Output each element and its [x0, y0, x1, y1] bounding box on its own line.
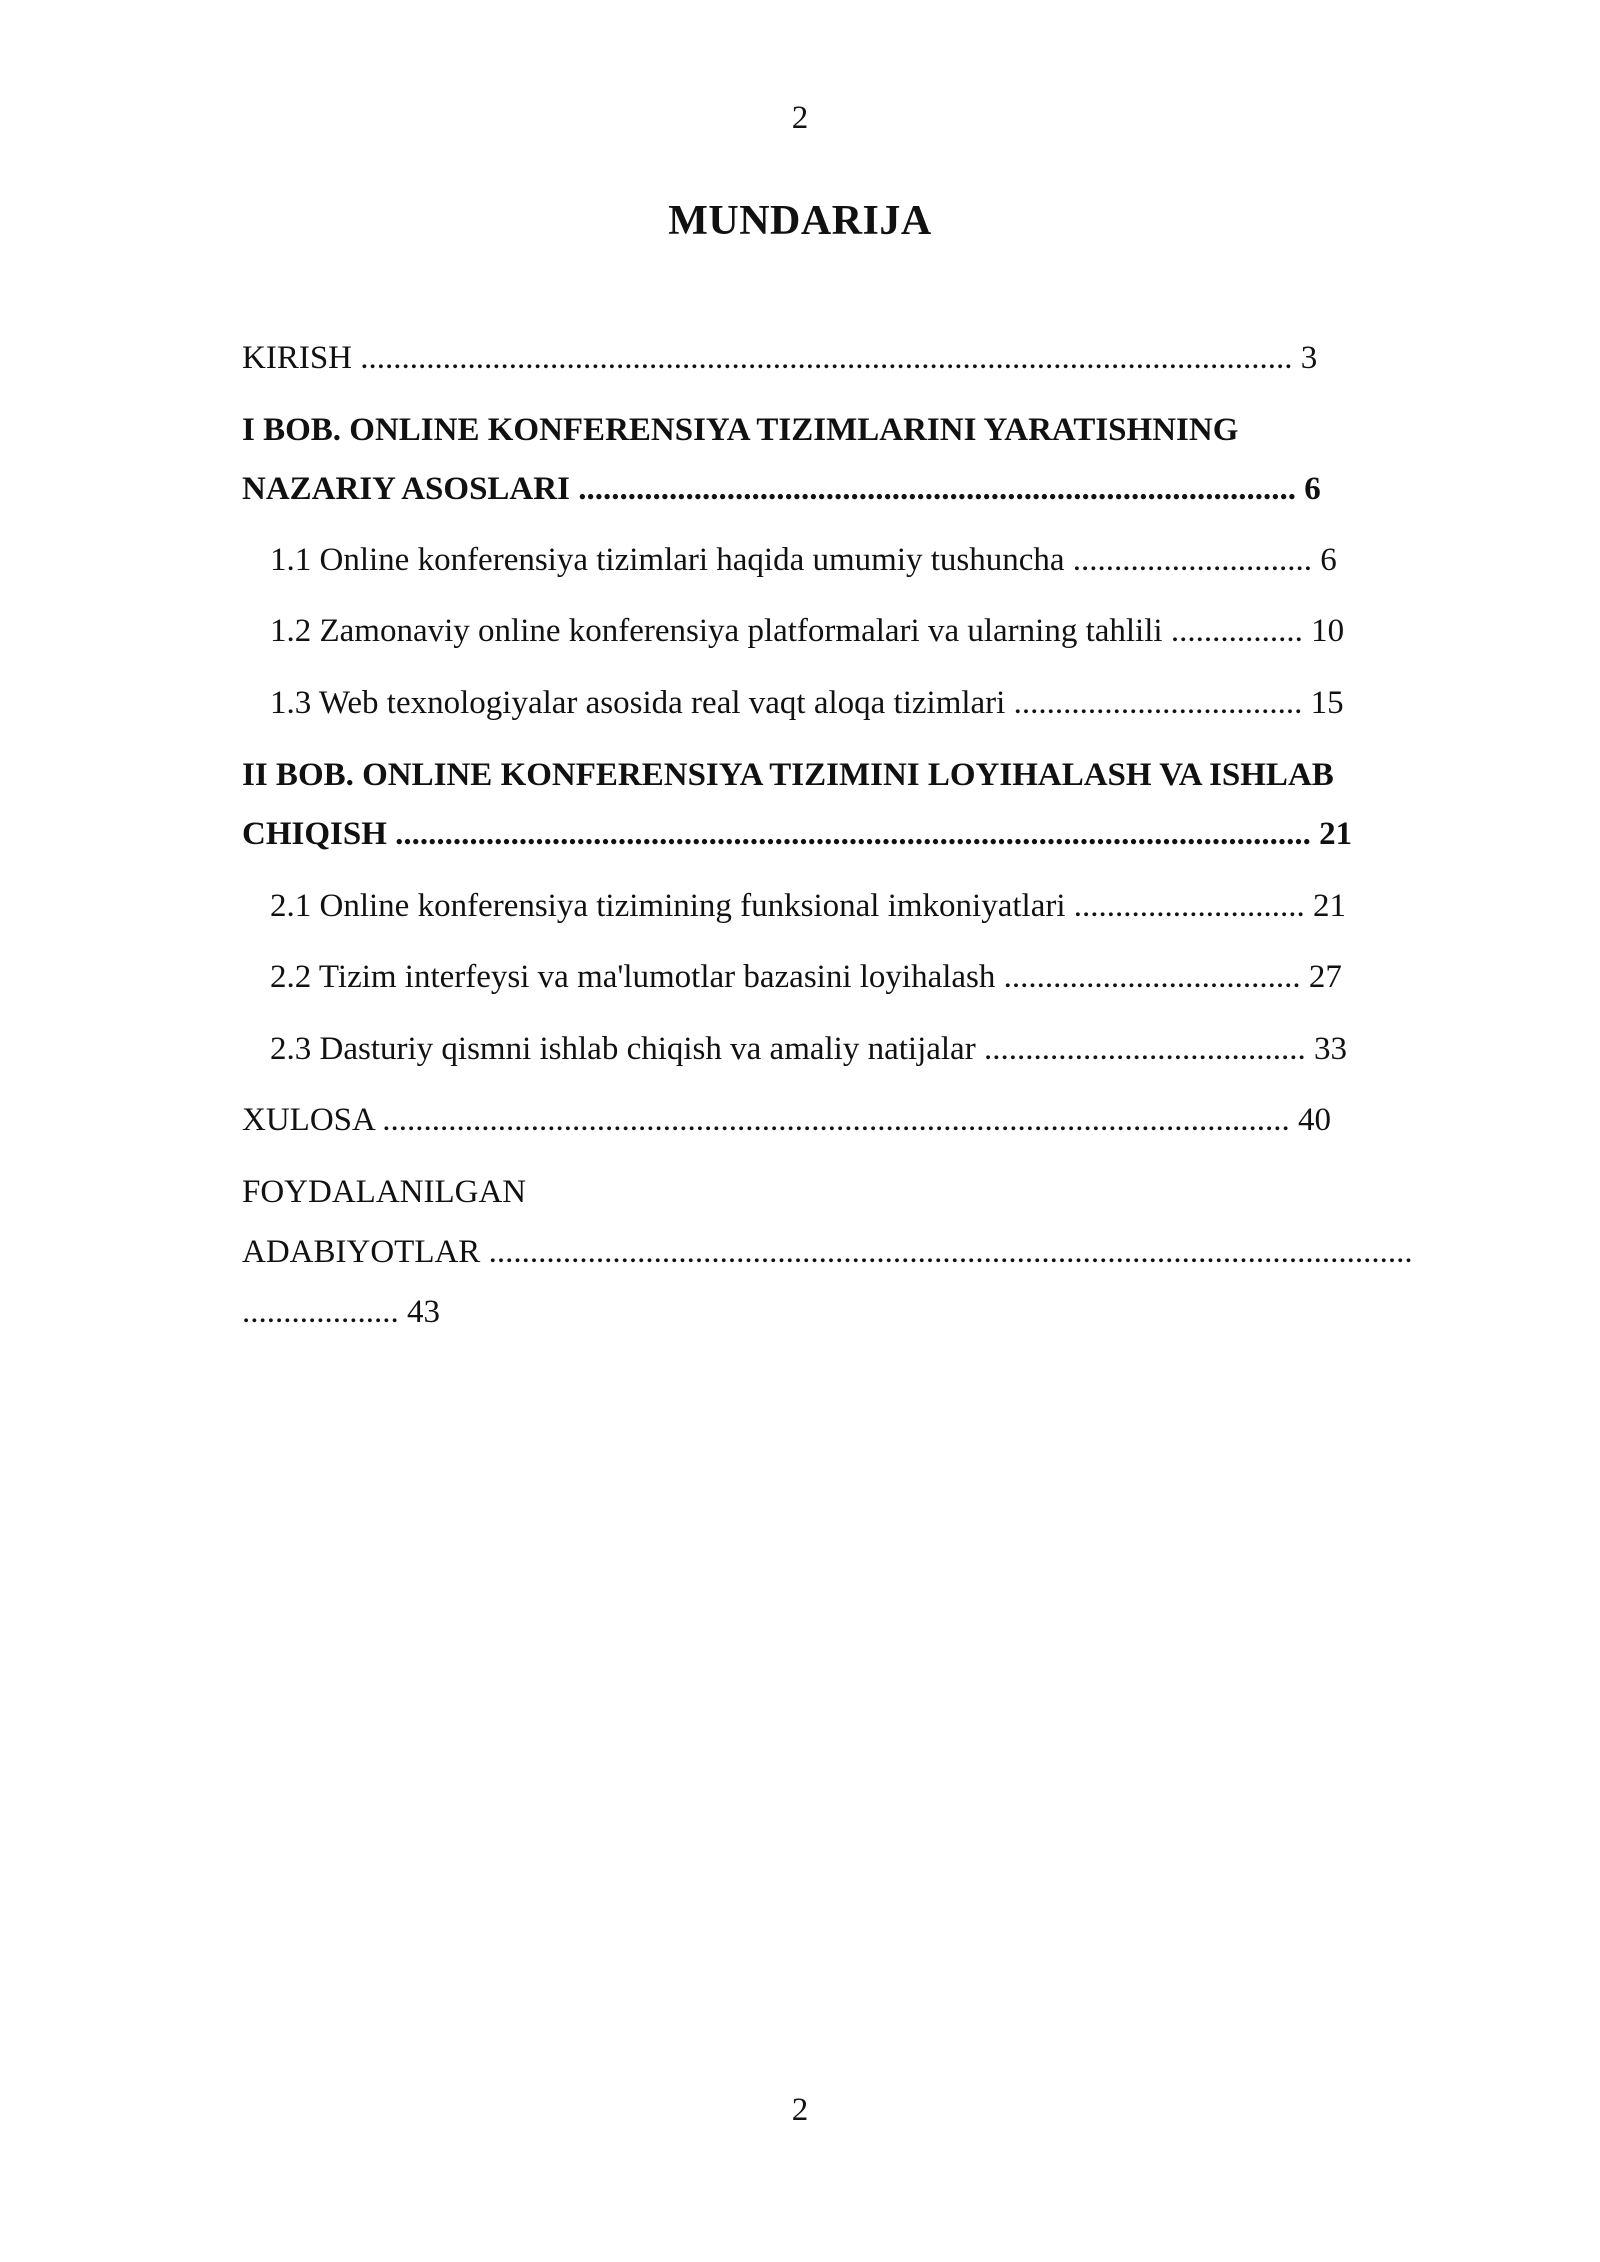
toc-chapter-1-line-2[interactable]: NAZARIY ASOSLARI ....................................................................................... 6: [242, 471, 1321, 507]
toc-entry-references-line-1[interactable]: FOYDALANILGAN: [242, 1174, 527, 1210]
toc-section-1-3[interactable]: 1.3 Web texnologiyalar asosida real vaqt aloqa tizimlari ................................... 15: [270, 685, 1344, 721]
toc-section-2-3[interactable]: 2.3 Dasturiy qismni ishlab chiqish va amaliy natijalar ....................................... 33: [270, 1031, 1347, 1067]
toc-entry-xulosa[interactable]: XULOSA .............................................................................................................. 40: [242, 1102, 1332, 1138]
toc-section-1-1[interactable]: 1.1 Online konferensiya tizimlari haqida umumiy tushuncha ............................. 6: [270, 542, 1337, 578]
toc-section-2-1[interactable]: 2.1 Online konferensiya tizimining funksional imkoniyatlari ............................ 21: [270, 888, 1347, 924]
toc-section-2-2[interactable]: 2.2 Tizim interfeysi va ma'lumotlar bazasini loyihalash .................................... 27: [270, 959, 1342, 995]
page-title: MUNDARIJA: [668, 198, 932, 244]
toc-entry-references-line-3[interactable]: ................... 43: [242, 1294, 440, 1330]
toc-chapter-2-line-1[interactable]: II BOB. ONLINE KONFERENSIYA TIZIMINI LOYIHALASH VA ISHLAB: [242, 757, 1334, 793]
toc-chapter-1-line-1[interactable]: I BOB. ONLINE KONFERENSIYA TIZIMLARINI YARATISHNING: [242, 412, 1239, 448]
toc-section-1-2[interactable]: 1.2 Zamonaviy online konferensiya platformalari va ularning tahlili ................ 10: [270, 613, 1345, 649]
toc-entry-references-line-2[interactable]: ADABIYOTLAR ................................................................................................................: [242, 1234, 1413, 1270]
toc-chapter-2-line-2[interactable]: CHIQISH ............................................................................................................... 21: [242, 816, 1353, 852]
page-number-bottom: 2: [791, 2092, 809, 2128]
toc-entry-kirish[interactable]: KIRISH ................................................................................................................. 3: [242, 340, 1318, 376]
page-number-top: 2: [791, 100, 809, 136]
